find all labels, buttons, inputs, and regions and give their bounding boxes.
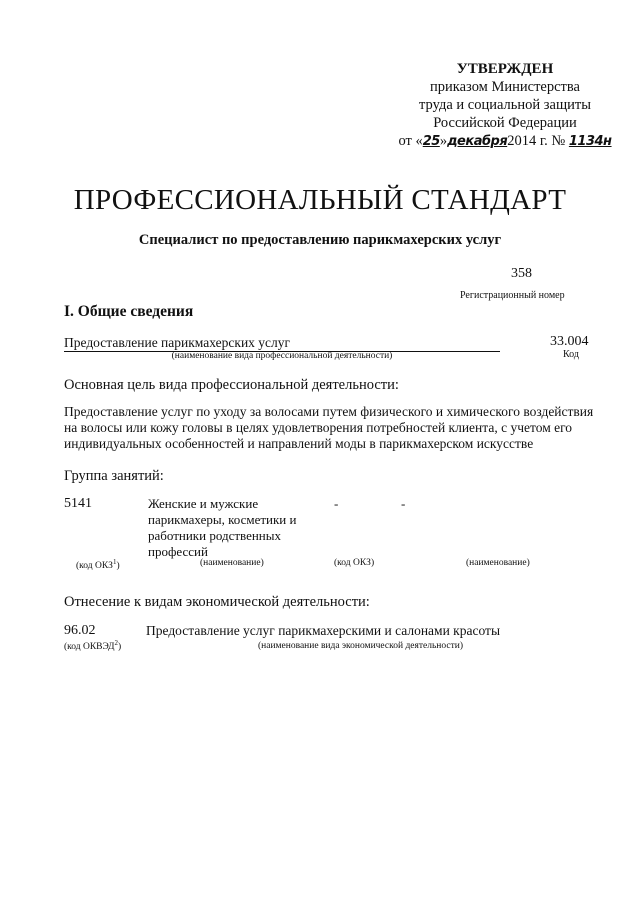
economic-activity-label: Отнесение к видам экономической деятельности: xyxy=(64,594,370,610)
goal-label: Основная цель вида профессиональной деятельности: xyxy=(64,377,399,393)
okz-name: Женские и мужские парикмахеры, косметики и работники родственных профессий xyxy=(148,496,297,559)
okved-code-caption: (код ОКВЭД$^2$) xyxy=(64,639,122,653)
approval-order-line xyxy=(380,132,630,151)
okved-name-caption: (наименование вида экономической деятельности) xyxy=(258,641,463,651)
okz-name-2: - xyxy=(401,496,406,511)
approval-heading: УТВЕРЖДЕН xyxy=(456,61,554,77)
caption-okz-code-2: (код ОКЗ) xyxy=(334,558,375,568)
caption-name-1: (наименование) xyxy=(200,558,264,568)
registration-label: Регистрационный номер xyxy=(460,290,565,301)
section-heading: I. Общие сведения xyxy=(64,303,194,320)
registration-number: 358 xyxy=(511,266,532,281)
okved-name: Предоставление услуг парикмахерскими и салонами красоты xyxy=(146,623,501,638)
okz-code: 5141 xyxy=(64,496,92,511)
caption-okz-code-1: (код ОКЗ$^1$) xyxy=(76,558,120,572)
goal-text: Предоставление услуг по уходу за волосами путем физического и химического воздействия на волосы или кожу головы в целях удовлетворения потребностей клиента, с учетом его индивидуальных особенностей и направлений моды в парикмахерском искусстве xyxy=(64,404,594,451)
okved-code: 96.02 xyxy=(64,623,96,638)
date-prefix: от « xyxy=(398,133,423,149)
date-day: 25 xyxy=(422,134,440,149)
activity-caption: (наименование вида профессиональной деятельности) xyxy=(171,351,393,361)
activity-code: 33.004 xyxy=(550,334,589,349)
approval-block xyxy=(380,60,630,151)
approval-line-3: Российской Федерации xyxy=(433,115,577,131)
order-number: 1134н xyxy=(568,134,612,149)
document-subtitle: Специалист по предоставлению парикмахерских услуг xyxy=(138,232,502,248)
caption-name-2: (наименование) xyxy=(466,558,530,568)
date-mid: » xyxy=(439,133,448,149)
date-year: 2014 г. № xyxy=(507,133,566,149)
okz-code-2: - xyxy=(334,496,339,511)
group-label: Группа занятий: xyxy=(64,468,164,484)
activity-name: Предоставление парикмахерских услуг xyxy=(64,335,500,352)
approval-line-2: труда и социальной защиты xyxy=(419,97,591,113)
date-month: декабря xyxy=(447,134,508,149)
document-title: ПРОФЕССИОНАЛЬНЫЙ СТАНДАРТ xyxy=(73,184,567,216)
activity-code-caption: Код xyxy=(563,349,579,360)
approval-line-1: приказом Министерства xyxy=(430,79,580,95)
